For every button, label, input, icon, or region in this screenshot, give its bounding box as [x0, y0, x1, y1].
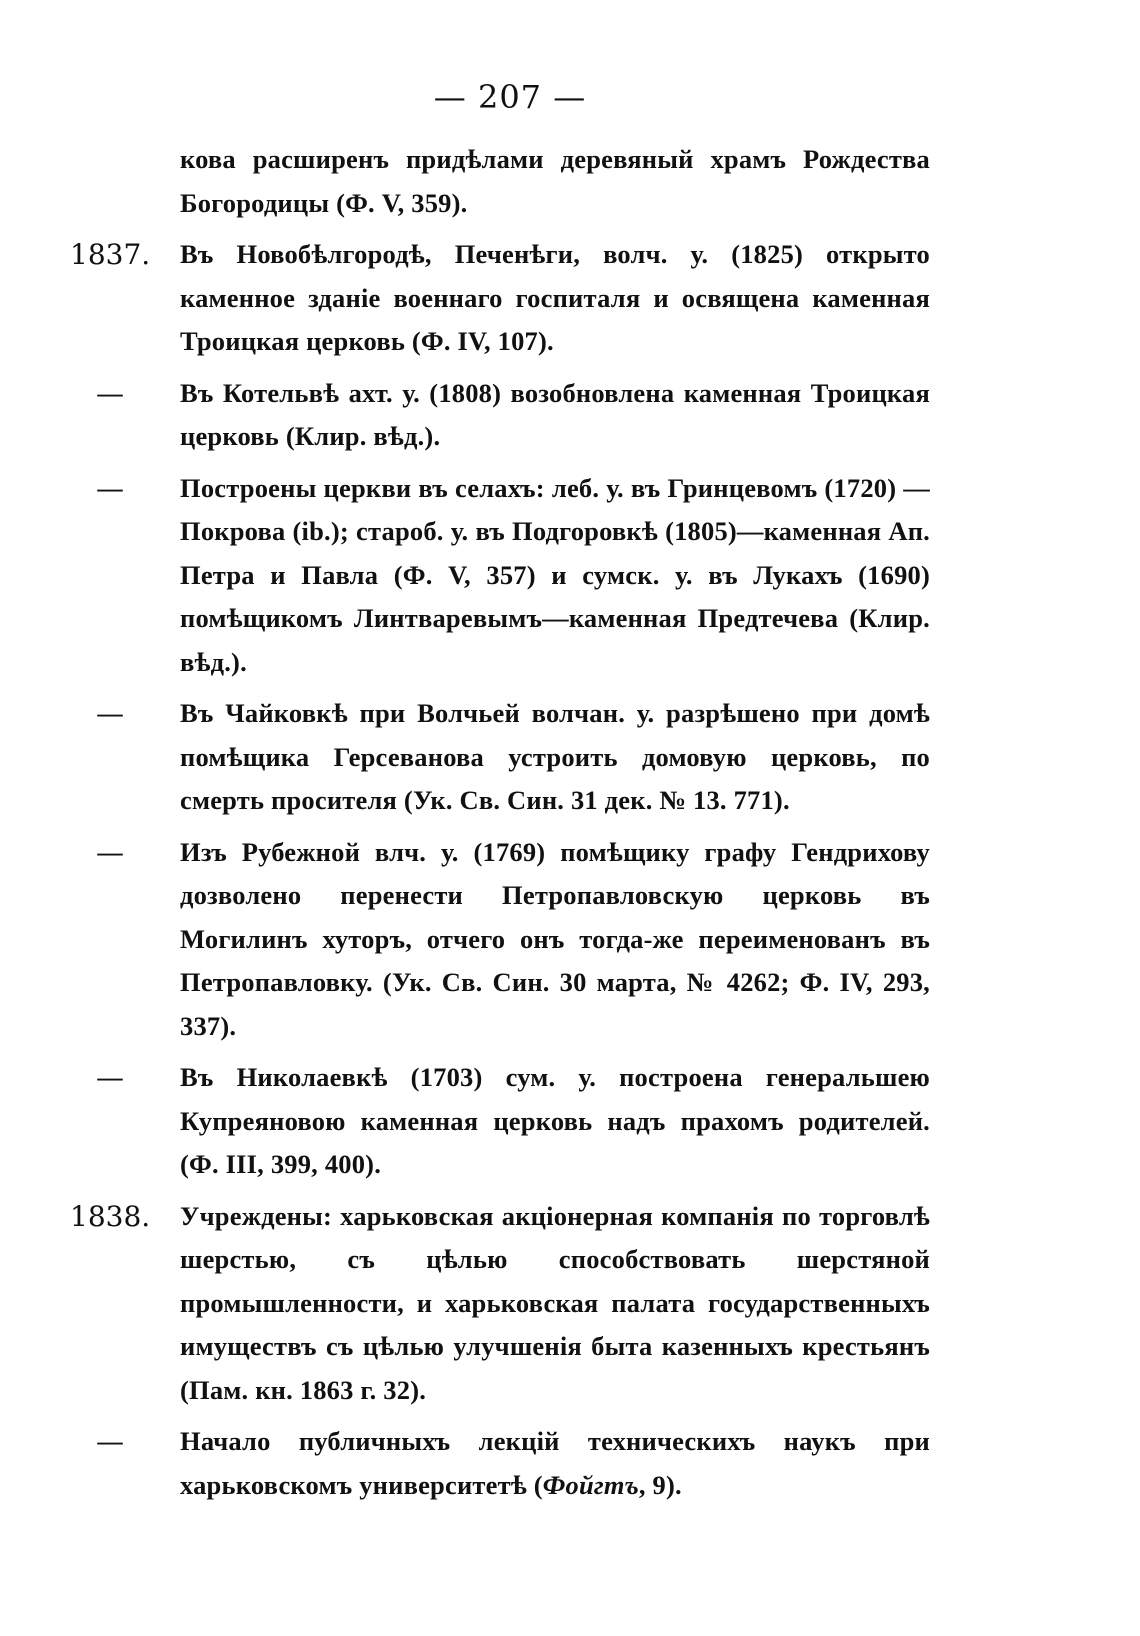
entry-text: кова расширенъ придѣлами деревяный храмъ Рождества Богородицы (Ф. V, 359). — [180, 144, 930, 218]
entry-churches-built — [70, 467, 930, 685]
entry-label — [70, 138, 180, 225]
entry-year: 1838. — [70, 1199, 151, 1233]
entry-dash: — — [96, 697, 124, 730]
entry-year: 1837. — [70, 238, 151, 271]
entry-text: Построены церкви въ селахъ: леб. у. въ Гринцевомъ (1720) —Покрова (ib.); староб. у. въ Подгоровкѣ (1805)—каменная Ап. Петра и Павла (Ф. V, 357) и сумск. у. въ Лукахъ (1690) помѣщикомъ Линтваревымъ—каменная Предтечева (Клир. вѣд.). — [180, 472, 930, 677]
citation-tail: , 9). — [638, 1469, 682, 1500]
source-citation: Фойгтъ — [542, 1469, 639, 1500]
entry-dash: — — [96, 471, 124, 505]
entry-text: Въ Чайковкѣ при Волчьей волчан. у. разрѣшено при домѣ помѣщика Герсеванова устроить домовую церковь, по смерть просителя (Ук. Св. Син. 31 дек. № 13. 771). — [180, 698, 930, 815]
entry-dash: — — [96, 1061, 124, 1094]
entry-1837 — [70, 233, 930, 364]
entry-dash: — — [96, 376, 124, 410]
entry-text: Въ Котельвѣ ахт. у. (1808) возобновлена каменная Троицкая церковь (Клир. вѣд.). — [180, 377, 930, 451]
entry-1838 — [70, 1195, 930, 1413]
entry-lectures — [70, 1420, 930, 1507]
entry-chaikovka — [70, 692, 930, 823]
entry-kotelva — [70, 372, 930, 459]
entry-text: Начало публичныхъ лекцій техническихъ наукъ при харьковскомъ университетѣ (Фойгтъ, 9). — [180, 1426, 930, 1500]
chronicle-entries — [70, 138, 930, 1515]
entry-text-main: Начало публичныхъ лекцій техническихъ наукъ при харьковскомъ университетѣ — [180, 1426, 930, 1500]
entry-dash: — — [96, 1425, 124, 1458]
entry-nikolaevka — [70, 1056, 930, 1187]
page-number: — 207 — — [433, 78, 587, 116]
entry-rubezhnaya — [70, 831, 930, 1049]
entry-text: Въ Николаевкѣ (1703) сум. у. построена генеральшею Купреяновою каменная церковь надъ прахомъ родителей. (Ф. III, 399, 400). — [180, 1062, 930, 1179]
entry-text: Изъ Рубежной влч. у. (1769) помѣщику графу Гендрихову дозволено перенести Петропавловскую церковь въ Могилинъ хуторъ, отчего онъ тогда-же переименованъ въ Петропавловку. (Ук. Св. Син. 30 марта, № 4262; Ф. IV, 293, 337). — [180, 836, 930, 1041]
entry-text: Учреждены: харьковская акціонерная компанія по торговлѣ шерстью, съ цѣлью способствовать шерстяной промышленности, и харьковская палата государственныхъ имуществъ съ цѣлью улучшенія быта казенныхъ крестьянъ (Пам. кн. 1863 г. 32). — [180, 1200, 930, 1405]
entry-continuation — [70, 138, 930, 225]
entry-dash: — — [96, 835, 124, 869]
entry-text: Въ Новобѣлгородѣ, Печенѣги, волч. у. (1825) открыто каменное зданіе военнаго госпиталя и освящена каменная Троицкая церковь (Ф. IV, 107). — [180, 239, 930, 356]
